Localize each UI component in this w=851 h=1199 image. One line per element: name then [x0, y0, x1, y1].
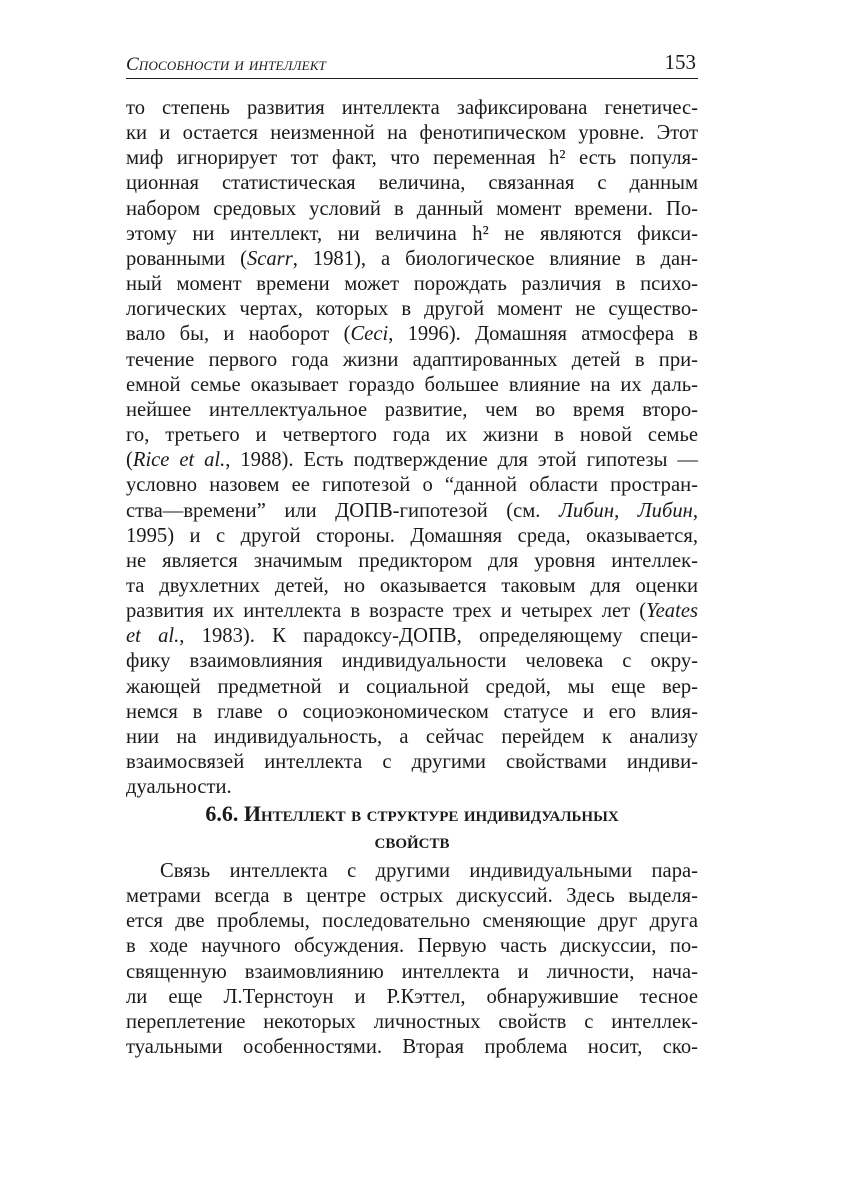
text-line: та двухлетних детей, но оказывается таковым для оценки	[126, 574, 698, 597]
text-line: взаимосвязей интеллекта с другими свойствами индиви-	[126, 751, 698, 774]
text-line: в ходе научного обсуждения. Первую часть дискуссии, по-	[126, 935, 698, 958]
section-title-part-1: Интеллект в структуре индивидуальных	[243, 801, 619, 826]
text-line: туальными особенностями. Вторая проблема носит, ско-	[126, 1036, 698, 1059]
text-line: го, третьего и четвертого года их жизни в новой семье	[126, 424, 698, 447]
section-title-part-2: свойств	[374, 828, 450, 853]
text-line: дуальности.	[126, 776, 232, 799]
text-line: метрами всегда в центре острых дискуссий. Здесь выделя-	[126, 885, 698, 908]
section-heading-line-1	[126, 800, 698, 827]
running-header	[126, 48, 698, 79]
text-line: ный момент времени может порождать различия в психо-	[126, 273, 698, 296]
text-line: не является значимым предиктором для уровня интеллек-	[126, 549, 698, 572]
running-title: Способности и интеллект	[126, 54, 327, 75]
text-line: священную взаимовлиянию интеллекта и личности, нача-	[126, 960, 698, 983]
text-line: ется две проблемы, последовательно сменяющие друг друга	[126, 910, 698, 933]
text-line: фику взаимовлияния индивидуальности человека с окру-	[126, 650, 698, 673]
text-line: ционная статистическая величина, связанная с данным	[126, 172, 698, 195]
text-line: переплетение некоторых личностных свойств с интеллек-	[126, 1010, 698, 1033]
text-line: Связь интеллекта с другими индивидуальными пара-	[160, 860, 698, 882]
text-line: жающей предметной и социальной средой, мы еще вер-	[126, 675, 698, 698]
text-line: емной семье оказывает гораздо большее влияние на их даль-	[126, 373, 698, 396]
page-number: 153	[664, 50, 696, 74]
text-line: развития их интеллекта в возрасте трех и четырех лет (Yeates	[126, 600, 698, 623]
text-line: логических чертах, которых в другой момент не существо-	[126, 298, 698, 321]
paragraph-text	[126, 96, 698, 800]
text-line: миф игнорирует тот факт, что переменная h² есть популя-	[126, 147, 698, 170]
paragraph-intellect-and-personality	[126, 859, 698, 1060]
text-line: набором средовых условий в данный момент времени. По-	[126, 197, 698, 220]
text-line: то степень развития интеллекта зафиксирована генетичес-	[126, 97, 698, 119]
text-line: течение первого года жизни адаптированных детей в при-	[126, 348, 698, 371]
text-line: et al., 1983). К парадоксу-ДОПВ, определяющему специ-	[126, 625, 698, 648]
text-line: этому ни интеллект, ни величина h² не являются фикси-	[126, 222, 698, 245]
text-line: нейшее интеллектуальное развитие, чем во время второ-	[126, 398, 698, 421]
text-line: (Rice et al., 1988). Есть подтверждение для этой гипотезы —	[126, 449, 698, 472]
text-line: условно назовем ее гипотезой о “данной области простран-	[126, 474, 698, 497]
text-line: вало бы, и наоборот (Ceci, 1996). Домашняя атмосфера в	[126, 323, 699, 346]
paragraph-text	[126, 859, 698, 1060]
section-number: 6.6.	[205, 801, 239, 826]
text-line: 1995) и с другой стороны. Домашняя среда, оказывается,	[126, 524, 698, 547]
text-line: ства—времени” или ДОПВ-гипотезой (см. Либин, Либин,	[126, 499, 699, 522]
text-line: немся в главе о социоэкономическом статусе и его влия-	[126, 700, 698, 723]
paragraph-intellect-heritability	[126, 96, 698, 800]
text-line: ки и остается неизменной на фенотипическом уровне. Этот	[126, 122, 698, 145]
book-page	[126, 0, 698, 1199]
section-heading	[126, 800, 698, 854]
text-line: ли еще Л.Тернстоун и Р.Кэттел, обнаружившие тесное	[126, 985, 698, 1008]
text-line: рованными (Scarr, 1981), а биологическое влияние в дан-	[126, 247, 698, 270]
text-line: нии на индивидуальность, а сейчас перейдем к анализу	[126, 725, 698, 748]
